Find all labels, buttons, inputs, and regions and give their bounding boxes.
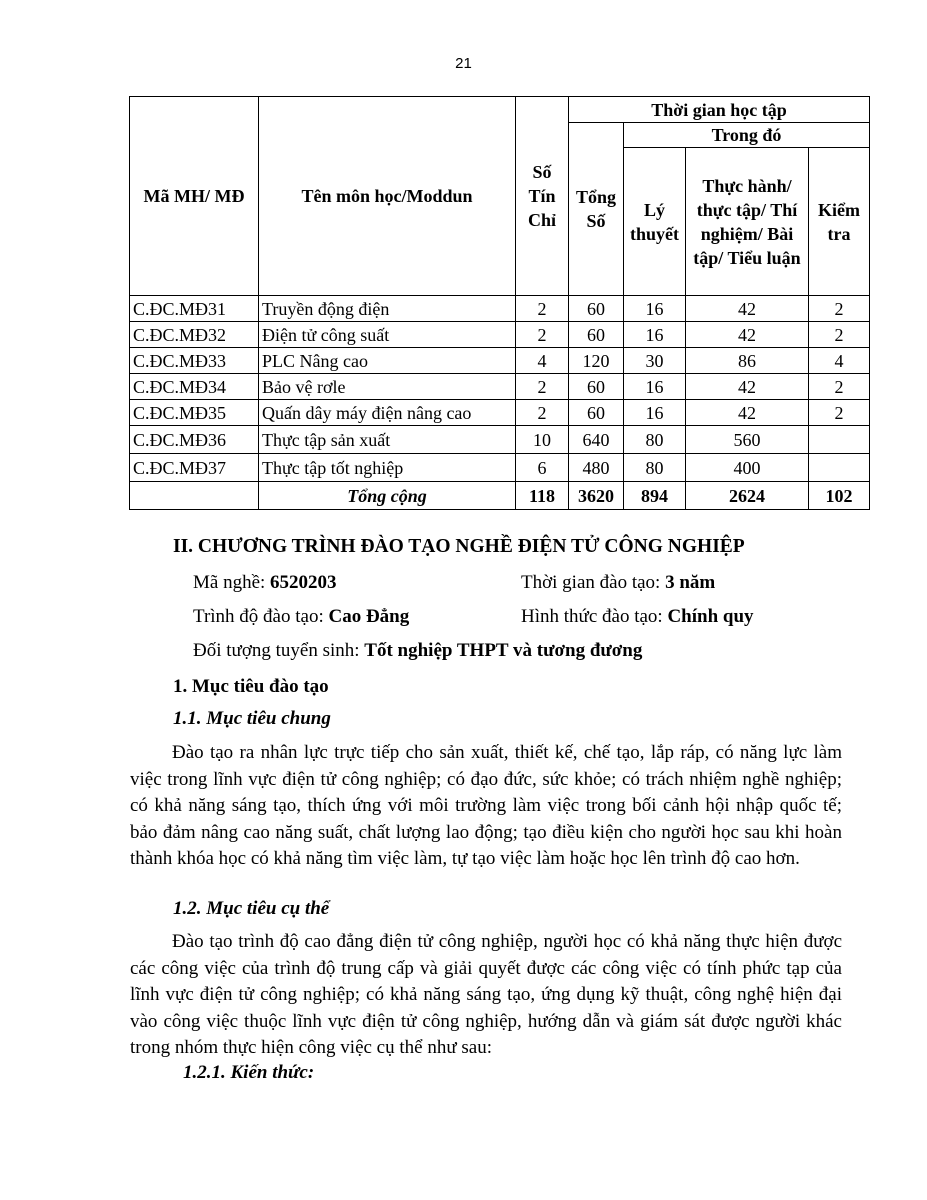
- cell-practice: 560: [686, 426, 809, 454]
- cell-total: 60: [569, 400, 624, 426]
- cell-total: 60: [569, 296, 624, 322]
- cell-credits: 10: [516, 426, 569, 454]
- header-code: Mã MH/ MĐ: [130, 97, 259, 296]
- table-row: [130, 454, 870, 482]
- cell-practice: 86: [686, 348, 809, 374]
- cell-credits: 4: [516, 348, 569, 374]
- header-name: Tên môn học/Moddun: [259, 97, 516, 296]
- page-number: 21: [455, 55, 472, 72]
- cell-name: Điện tử công suất: [259, 322, 516, 348]
- cell-theory: 894: [624, 482, 686, 510]
- cell-credits: 2: [516, 374, 569, 400]
- cell-exam: 2: [809, 374, 870, 400]
- cell-practice: 42: [686, 374, 809, 400]
- info-level: Trình độ đào tạo: Cao Đẳng: [193, 606, 410, 627]
- cell-credits: 118: [516, 482, 569, 510]
- cell-practice: 42: [686, 400, 809, 426]
- cell-theory: 16: [624, 322, 686, 348]
- cell-code: C.ĐC.MĐ37: [130, 454, 259, 482]
- header-credits: Số Tín Chỉ: [516, 97, 569, 296]
- cell-name: Truyền động điện: [259, 296, 516, 322]
- table-row: [130, 426, 870, 454]
- cell-name: Bảo vệ rơle: [259, 374, 516, 400]
- cell-exam: 2: [809, 296, 870, 322]
- header-exam: Kiểm tra: [809, 148, 870, 296]
- curriculum-table: [129, 96, 870, 510]
- paragraph-general-objectives: Đào tạo ra nhân lực trực tiếp cho sản xuất, thiết kế, chế tạo, lắp ráp, có năng lực làm việc trong lĩnh vực điện tử công nghiệp; có đạo đức, sức khỏe; có trách nhiệm nghề nghiệp; có khả năng sáng tạo, thích ứng với môi trường làm việc trong bối cảnh hội nhập quốc tế; bảo đảm nâng cao năng suất, chất lượng lao động; tạo điều kiện cho người học sau khi hoàn thành khóa học có khả năng tìm việc làm, tự tạo việc làm hoặc học lên trình độ cao hơn.: [130, 742, 842, 869]
- cell-theory: 16: [624, 374, 686, 400]
- cell-total: 60: [569, 322, 624, 348]
- cell-credits: 2: [516, 400, 569, 426]
- cell-name: Thực tập sản xuất: [259, 426, 516, 454]
- cell-exam: 2: [809, 400, 870, 426]
- table-row: [130, 296, 870, 322]
- cell-total-label: Tổng cộng: [259, 482, 516, 510]
- cell-code: C.ĐC.MĐ33: [130, 348, 259, 374]
- header-practice: Thực hành/ thực tập/ Thí nghiệm/ Bài tập/ Tiểu luận: [686, 148, 809, 296]
- cell-code: C.ĐC.MĐ36: [130, 426, 259, 454]
- cell-exam: 4: [809, 348, 870, 374]
- cell-practice: 42: [686, 296, 809, 322]
- table-total-row: [130, 482, 870, 510]
- cell-theory: 80: [624, 454, 686, 482]
- section-title: II. CHƯƠNG TRÌNH ĐÀO TẠO NGHỀ ĐIỆN TỬ CÔNG NGHIỆP: [173, 536, 745, 557]
- heading-training-objectives: 1. Mục tiêu đào tạo: [173, 676, 329, 697]
- cell-exam: 2: [809, 322, 870, 348]
- heading-general-objectives: 1.1. Mục tiêu chung: [173, 708, 331, 729]
- table-row: [130, 322, 870, 348]
- header-total: Tổng Số: [569, 123, 624, 296]
- info-duration: Thời gian đào tạo: 3 năm: [521, 572, 716, 593]
- cell-credits: 2: [516, 322, 569, 348]
- info-code: Mã nghề: 6520203: [193, 572, 337, 593]
- cell-exam: [809, 454, 870, 482]
- cell-practice: 400: [686, 454, 809, 482]
- cell-exam: 102: [809, 482, 870, 510]
- cell-practice: 2624: [686, 482, 809, 510]
- cell-credits: 2: [516, 296, 569, 322]
- cell-theory: 30: [624, 348, 686, 374]
- cell-theory: 16: [624, 296, 686, 322]
- cell-code: [130, 482, 259, 510]
- paragraph-specific-objectives: Đào tạo trình độ cao đẳng điện tử công nghiệp, người học có khả năng thực hiện được các công việc của trình độ trung cấp và giải quyết được các công việc có tính phức tạp của lĩnh vực điện tử công nghiệp; có khả năng sáng tạo, ứng dụng kỹ thuật, công nghệ hiện đại vào công việc thuộc lĩnh vực điện tử công nghiệp, hướng dẫn và giám sát được người khác trong nhóm thực hiện công việc cụ thể như sau:: [130, 931, 842, 1058]
- cell-credits: 6: [516, 454, 569, 482]
- cell-code: C.ĐC.MĐ35: [130, 400, 259, 426]
- cell-exam: [809, 426, 870, 454]
- cell-name: Quấn dây máy điện nâng cao: [259, 400, 516, 426]
- cell-code: C.ĐC.MĐ31: [130, 296, 259, 322]
- table-row: [130, 400, 870, 426]
- table-row: [130, 348, 870, 374]
- cell-name: PLC Nâng cao: [259, 348, 516, 374]
- cell-code: C.ĐC.MĐ34: [130, 374, 259, 400]
- info-target: Đối tượng tuyển sinh: Tốt nghiệp THPT và tương đương: [193, 640, 643, 661]
- info-form: Hình thức đào tạo: Chính quy: [521, 606, 754, 627]
- cell-theory: 16: [624, 400, 686, 426]
- header-theory: Lý thuyết: [624, 148, 686, 296]
- cell-total: 640: [569, 426, 624, 454]
- cell-practice: 42: [686, 322, 809, 348]
- cell-total: 3620: [569, 482, 624, 510]
- table-row: [130, 374, 870, 400]
- header-time-group: Thời gian học tập: [569, 97, 870, 123]
- header-in-which: Trong đó: [624, 123, 870, 148]
- heading-knowledge: 1.2.1. Kiến thức:: [183, 1062, 315, 1083]
- cell-theory: 80: [624, 426, 686, 454]
- cell-total: 480: [569, 454, 624, 482]
- cell-name: Thực tập tốt nghiệp: [259, 454, 516, 482]
- heading-specific-objectives: 1.2. Mục tiêu cụ thể: [173, 898, 330, 919]
- cell-total: 120: [569, 348, 624, 374]
- cell-total: 60: [569, 374, 624, 400]
- cell-code: C.ĐC.MĐ32: [130, 322, 259, 348]
